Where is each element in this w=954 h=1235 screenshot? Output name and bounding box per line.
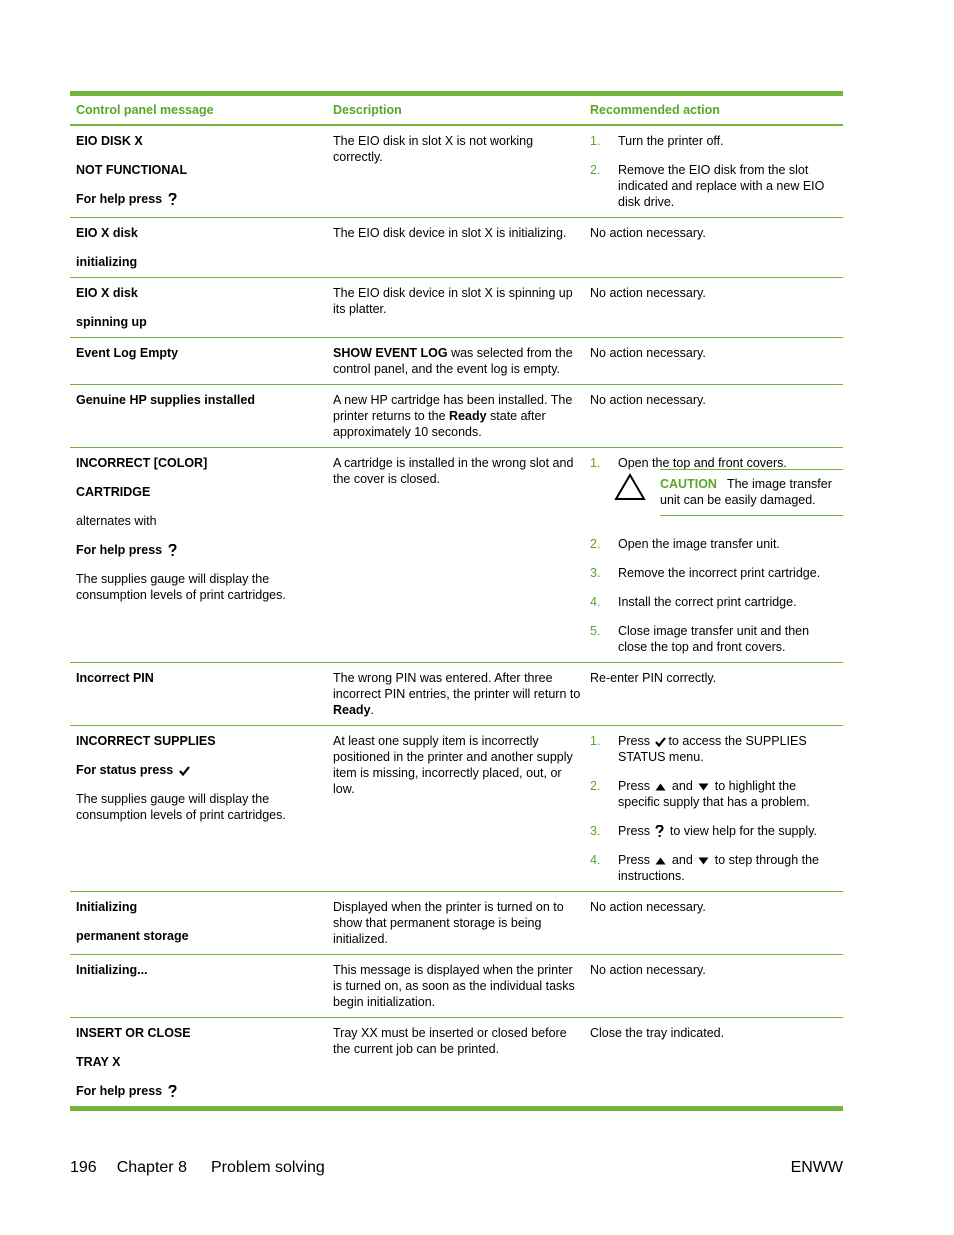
action-cell — [584, 448, 843, 662]
message-line: For help press — [76, 542, 327, 558]
up-arrow-icon — [655, 857, 666, 865]
table-bottom-rule — [70, 1106, 843, 1111]
table-header — [70, 96, 843, 126]
message-line: EIO X disk — [76, 286, 138, 300]
message-line: permanent storage — [76, 929, 189, 943]
step-item: 1. Press to access the SUPPLIES STATUS menu. — [590, 734, 807, 764]
description-cell: SHOW EVENT LOG was selected from the control panel, and the event log is empty. — [333, 346, 573, 376]
description-cell: The EIO disk device in slot X is initializing. — [333, 226, 567, 240]
message-line: Initializing... — [76, 963, 148, 977]
message-cell — [70, 218, 327, 277]
description-cell: The wrong PIN was entered. After three incorrect PIN entries, the printer will return to Ready. — [333, 671, 581, 717]
step-item: 3. Press to view help for the supply. — [590, 824, 817, 838]
message-line: Event Log Empty — [76, 346, 179, 360]
table-row — [70, 663, 843, 726]
header-description: Description — [333, 103, 402, 117]
action-cell — [584, 126, 843, 217]
message-line: The supplies gauge will display the consumption levels of print cartridges. — [76, 792, 286, 822]
message-cell — [70, 448, 327, 662]
message-line: EIO DISK X — [76, 134, 143, 148]
table-row — [70, 278, 843, 338]
message-line: EIO X disk — [76, 226, 138, 240]
description-cell: The EIO disk in slot X is not working correctly. — [333, 134, 534, 164]
action-cell: No action necessary. — [590, 346, 706, 360]
header-message: Control panel message — [76, 103, 214, 117]
action-cell: No action necessary. — [590, 963, 706, 977]
message-cell — [70, 1018, 327, 1106]
table-row — [70, 955, 843, 1018]
down-arrow-icon — [698, 783, 709, 791]
help-icon — [168, 1085, 177, 1098]
page-footer — [70, 1159, 843, 1177]
message-cell — [70, 892, 327, 954]
table-row — [70, 726, 843, 892]
table-row — [70, 448, 843, 663]
caution-label: CAUTION — [660, 477, 717, 491]
action-cell: No action necessary. — [590, 900, 706, 914]
step-item: 2. Press and to highlight the specific supply that has a problem. — [590, 779, 810, 809]
description-cell: A new HP cartridge has been installed. The printer returns to the Ready state after approximately 10 seconds. — [333, 393, 573, 439]
step-item: 2. Remove the EIO disk from the slot indicated and replace with a new EIO disk drive. — [590, 163, 825, 209]
down-arrow-icon — [698, 857, 709, 865]
table-row — [70, 1018, 843, 1106]
action-cell: No action necessary. — [590, 226, 706, 240]
section-title: Problem solving — [210, 1159, 325, 1176]
step-item: 3. Remove the incorrect print cartridge. — [590, 566, 821, 580]
description-cell: A cartridge is installed in the wrong slot and the cover is closed. — [333, 456, 574, 486]
message-cell — [70, 726, 327, 891]
checkmark-icon — [655, 737, 666, 747]
message-cell — [70, 385, 327, 447]
up-arrow-icon — [655, 783, 666, 791]
message-line: Initializing — [76, 900, 138, 914]
message-line: NOT FUNCTIONAL — [76, 163, 188, 177]
message-line: For status press — [76, 762, 327, 778]
help-icon — [168, 193, 177, 206]
table-row — [70, 892, 843, 955]
table-row — [70, 338, 843, 385]
action-cell: Close the tray indicated. — [590, 1026, 725, 1040]
message-cell — [70, 663, 327, 725]
step-item: 4. Press and to step through the instructions. — [590, 853, 819, 883]
message-line: initializing — [76, 255, 138, 269]
description-cell: The EIO disk device in slot X is spinning up its platter. — [333, 286, 573, 316]
message-line: INSERT OR CLOSE — [76, 1026, 191, 1040]
action-cell: Re-enter PIN correctly. — [590, 671, 717, 685]
message-line: Incorrect PIN — [76, 671, 154, 685]
step-item: 4. Install the correct print cartridge. — [590, 595, 797, 609]
message-line: alternates with — [76, 514, 157, 528]
step-item: 5. Close image transfer unit and then close the top and front covers. — [590, 624, 810, 654]
message-line: spinning up — [76, 315, 147, 329]
page-number: 196 — [70, 1159, 97, 1176]
action-cell: No action necessary. — [590, 286, 706, 300]
message-cell — [70, 338, 327, 384]
message-cell — [70, 278, 327, 337]
message-line: For help press — [76, 191, 327, 207]
message-line: For help press — [76, 1083, 327, 1099]
message-line: Genuine HP supplies installed — [76, 393, 255, 407]
message-cell — [70, 126, 327, 217]
checkmark-icon — [179, 766, 190, 776]
action-cell: No action necessary. — [590, 393, 706, 407]
step-item: 2. Open the image transfer unit. — [590, 537, 780, 551]
caution-text: The image transfer unit can be easily damaged. — [660, 477, 832, 507]
description-cell: Displayed when the printer is turned on to show that permanent storage is being initialized. — [333, 900, 564, 946]
caution-icon — [614, 473, 646, 501]
header-action: Recommended action — [590, 103, 720, 117]
message-line: TRAY X — [76, 1055, 121, 1069]
table-row — [70, 218, 843, 278]
message-line: INCORRECT SUPPLIES — [76, 734, 216, 748]
description-cell: This message is displayed when the printer is turned on, as soon as the individual tasks begin initialization. — [333, 963, 575, 1009]
action-cell — [584, 726, 843, 891]
chapter-label: Chapter 8 — [116, 1159, 187, 1176]
brand-label: ENWW — [790, 1159, 843, 1176]
description-cell: Tray XX must be inserted or closed before the current job can be printed. — [333, 1026, 567, 1056]
message-line: The supplies gauge will display the consumption levels of print cartridges. — [76, 572, 286, 602]
step-item: 1. Open the top and front covers. — [590, 456, 787, 470]
help-icon — [168, 544, 177, 557]
table-row — [70, 126, 843, 218]
message-cell — [70, 955, 327, 1017]
description-cell: At least one supply item is incorrectly positioned in the printer and another supply item is missing, incorrectly placed, out, or low. — [333, 734, 573, 796]
error-message-table — [70, 91, 843, 1111]
step-item: 1. Turn the printer off. — [590, 134, 724, 148]
help-icon — [655, 825, 664, 838]
table-row — [70, 385, 843, 448]
message-line: INCORRECT [COLOR] — [76, 456, 208, 470]
caution-note — [614, 469, 843, 516]
message-line: CARTRIDGE — [76, 485, 151, 499]
